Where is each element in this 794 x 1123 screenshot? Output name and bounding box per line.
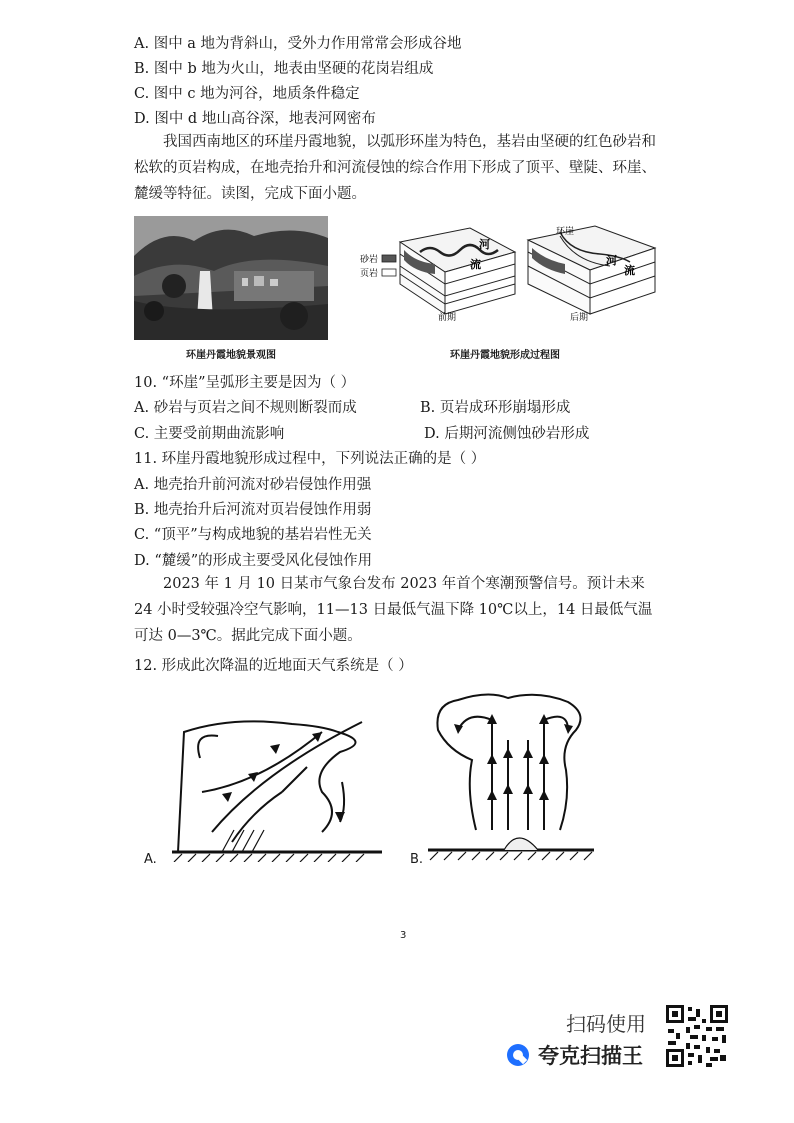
legend-shale-label: 页岩 bbox=[360, 269, 379, 279]
q12-option-b-label[interactable]: B. bbox=[410, 852, 424, 867]
prev-option-a: A. 图中 a 地为背斜山，受外力作用常常会形成谷地 bbox=[134, 36, 462, 52]
intro-paragraph-danxia: 我国西南地区的环崖丹霞地貌，以弧形环崖为特色，基岩由坚硬的红色砂岩和松软的页岩构成，在地壳抬升和河流侵蚀的综合作用下形成了顶平、壁陡、环崖、麓缓等特征。读图，完成下面小题。 bbox=[134, 134, 656, 202]
prev-option-b: B. 图中 b 地为火山，地表由坚硬的花岗岩组成 bbox=[134, 61, 434, 77]
qr-code-icon[interactable] bbox=[666, 1005, 728, 1067]
diagram-caption: 环崖丹霞地貌形成过程图 bbox=[450, 350, 560, 361]
danxia-landscape-photo bbox=[134, 216, 328, 340]
q10-option-b[interactable]: B. 页岩成环形崩塌形成 bbox=[420, 400, 571, 416]
intro-paragraph-cold-wave: 2023 年 1 月 10 日某市气象台发布 2023 年首个寒潮预警信号。预计未来 24 小时受较强冷空气影响，11—13 日最低气温下降 10℃以上，14 日最低气温可达 0—3℃。据此完成下面小题。 bbox=[134, 576, 653, 644]
legend-sandstone-label: 砂岩 bbox=[360, 255, 379, 265]
prev-option-d: D. 图中 d 地山高谷深，地表河网密布 bbox=[134, 111, 376, 127]
stage-early-label: 前期 bbox=[438, 313, 457, 322]
prev-option-c: C. 图中 c 地为河谷，地质条件稳定 bbox=[134, 86, 360, 102]
q10-options-row2 bbox=[134, 424, 674, 444]
q11-option-a[interactable]: A. 地壳抬升前河流对砂岩侵蚀作用强 bbox=[134, 477, 372, 493]
q12-option-a-label[interactable]: A. bbox=[144, 852, 157, 867]
page-number: 3 bbox=[400, 930, 407, 941]
flow-label-late: 流 bbox=[624, 264, 635, 277]
river-label-late: 河 bbox=[606, 254, 617, 267]
brand-logo-icon bbox=[506, 1043, 530, 1067]
q12-stem: 12. 形成此次降温的近地面天气系统是（ ） bbox=[134, 658, 413, 674]
scanner-brand bbox=[506, 1040, 643, 1070]
q10-option-a[interactable]: A. 砂岩与页岩之间不规则断裂而成 bbox=[134, 400, 357, 416]
q10-options-row1 bbox=[134, 398, 674, 418]
scan-to-use-text: 扫码使用 bbox=[566, 1012, 646, 1036]
weather-system-b-diagram bbox=[428, 690, 594, 862]
stage-late-label: 后期 bbox=[570, 313, 589, 322]
weather-system-a-diagram bbox=[172, 712, 382, 862]
cliff-label: 环崖 bbox=[556, 227, 575, 237]
scanner-brand-name: 夸克扫描王 bbox=[538, 1044, 643, 1068]
q11-option-d[interactable]: D. “麓缓”的形成主要受风化侵蚀作用 bbox=[134, 553, 373, 569]
q11-stem: 11. 环崖丹霞地貌形成过程中，下列说法正确的是（ ） bbox=[134, 451, 486, 467]
q11-option-b[interactable]: B. 地壳抬升后河流对页岩侵蚀作用弱 bbox=[134, 502, 372, 518]
river-label-early: 河 bbox=[479, 238, 490, 251]
q10-option-c[interactable]: C. 主要受前期曲流影响 bbox=[134, 426, 285, 442]
q10-stem: 10. “环崖”呈弧形主要是因为（ ） bbox=[134, 375, 356, 391]
q11-option-c[interactable]: C. “顶平”与构成地貌的基岩岩性无关 bbox=[134, 527, 372, 543]
danxia-formation-diagram bbox=[360, 222, 660, 322]
q10-option-d[interactable]: D. 后期河流侧蚀砂岩形成 bbox=[424, 426, 590, 442]
photo-caption: 环崖丹霞地貌景观图 bbox=[186, 350, 276, 361]
flow-label-early: 流 bbox=[470, 258, 481, 271]
